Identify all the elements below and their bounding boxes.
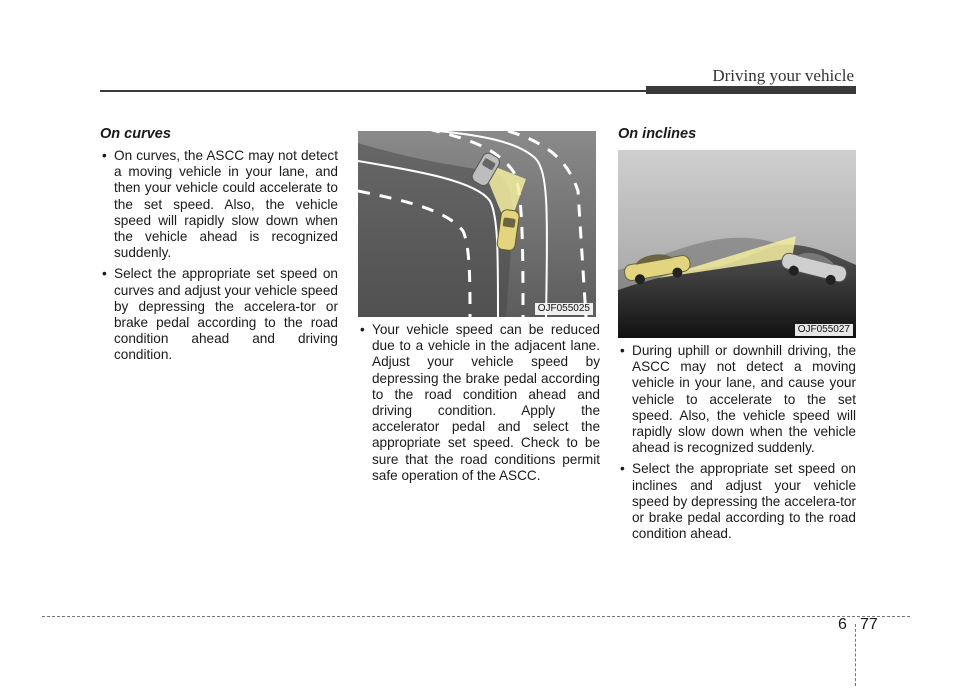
column-inclines: [618, 126, 856, 547]
bullet-dot: •: [360, 322, 365, 337]
bullet-dot: •: [620, 343, 625, 358]
list-item: [358, 322, 600, 484]
figure-code: OJF055025: [535, 303, 593, 315]
curve-road-illustration: [358, 131, 596, 317]
list-item: [100, 148, 338, 261]
section-heading-inclines: On inclines: [618, 126, 697, 142]
figure-code: OJF055027: [795, 324, 853, 336]
header-tab-bar: [646, 86, 856, 94]
bullet-dot: •: [102, 148, 107, 163]
inclines-bullet-list: [618, 343, 856, 542]
page-number-divider: [855, 624, 856, 686]
list-item-text: Your vehicle speed can be reduced due to a vehicle in the adjacent lane. Adjust your vehicle speed by depressing the brake pedal according to the road condition ahead and driving condition. Apply the accelerator pedal and select the appropriate set speed. Check to be sure that the road conditions permit safe operation of the ASCC.: [372, 322, 600, 483]
column-curves: [100, 126, 338, 369]
bullet-dot: •: [620, 461, 625, 477]
incline-road-illustration: [618, 150, 856, 338]
list-item-text: Select the appropriate set speed on curves and adjust your vehicle speed by depressing the accelera-tor or brake pedal according to the road condition ahead and driving condition.: [114, 266, 338, 363]
list-item-text: Select the appropriate set speed on inclines and adjust your vehicle speed by depressing the accelera-tor or brake pedal according to the road condition ahead.: [632, 461, 856, 542]
list-item: [100, 266, 338, 363]
curves-bullet-list: [100, 148, 338, 364]
running-header-title: Driving your vehicle: [712, 66, 854, 85]
middle-bullet-list: [358, 322, 600, 484]
footer-rule: [42, 616, 910, 617]
figure-curve-road: [358, 131, 596, 317]
figure-incline-road: [618, 150, 856, 338]
list-item: [618, 343, 856, 456]
list-item: [618, 461, 856, 542]
bullet-dot: •: [102, 266, 107, 282]
list-item-text: On curves, the ASCC may not detect a moving vehicle in your lane, and then your vehicle could accelerate to the set speed. Also, the vehicle speed will rapidly slow down when the vehicle ahead is recognized suddenly.: [114, 148, 338, 261]
column-middle: [358, 131, 600, 489]
list-item-text: During uphill or downhill driving, the ASCC may not detect a moving vehicle in your lane, and cause your vehicle to accelerate to the set speed. Also, the vehicle speed will rapidly slow down when the vehicle ahead is recognized suddenly.: [632, 343, 856, 456]
header-rule: [100, 90, 646, 92]
page-number: 77: [860, 616, 878, 633]
chapter-number: 6: [838, 616, 847, 633]
section-heading-curves: On curves: [100, 126, 171, 142]
